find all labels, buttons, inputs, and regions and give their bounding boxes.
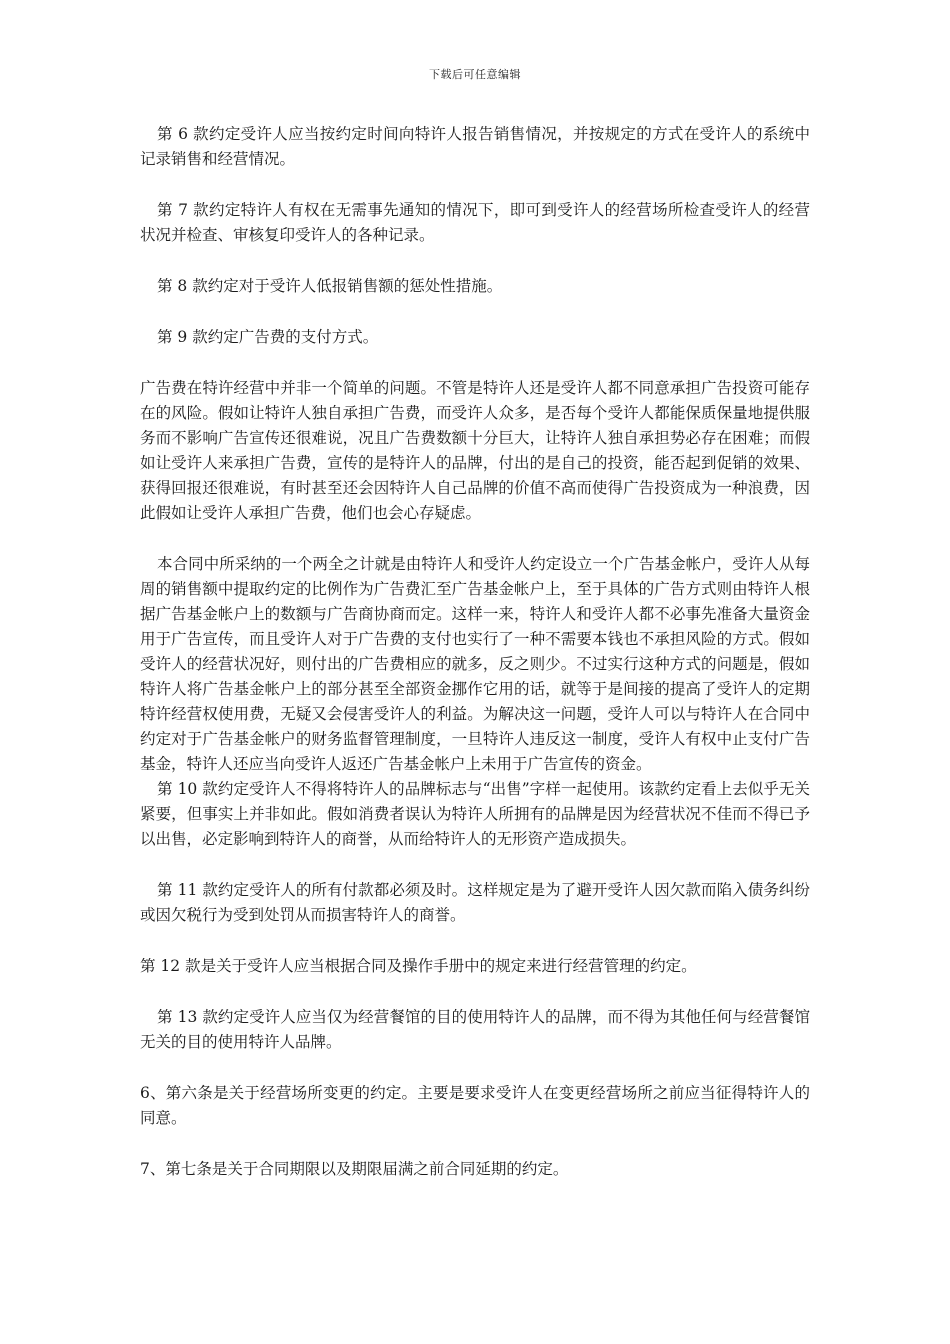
paragraph-clause-12: 第 12 款是关于受许人应当根据合同及操作手册中的规定来进行经营管理的约定。 xyxy=(140,957,697,975)
document-body xyxy=(140,122,810,1208)
paragraph-clause-13: 第 13 款约定受许人应当仅为经营餐馆的目的使用特许人的品牌，而不得为其他任何与经营餐馆 无关的目的使用特许人品牌。 xyxy=(140,1008,810,1051)
paragraph-clause-7: 第 7 款约定特许人有权在无需事先通知的情况下，即可到受许人的经营场所检查受许人的经营状况并检查、审核复印受许人的各种记录。 xyxy=(140,201,810,244)
paragraph-clause-9: 第 9 款约定广告费的支付方式。 xyxy=(157,328,379,346)
paragraph-article-6: 6、第六条是关于经营场所变更的约定。主要是要求受许人在变更经营场所之前应当征得特许人的同意。 xyxy=(140,1084,810,1127)
paragraph-advertising-fund: 本合同中所采纳的一个两全之计就是由特许人和受许人约定设立一个广告基金帐户，受许人从每周的销售额中提取约定的比例作为广告费汇至广告基金帐户上，至于具体的广告方式则由特许人根据广告基金帐户上的数额与广告商协商而定。这样一来，特许人和受许人都不必事先准备大量资金用于广告宣传，而且受许人对于广告费的支付也实行了一种不需要本钱也不承担风险的方式。假如受许人的经营状况好，则付出的广告费相应的就多，反之则少。不过实行这种方式的问题是，假如特许人将广告基金帐户上的部分甚至全部资金挪作它用的话，就等于是间接的提高了受许人的定期特许经营权使用费，无疑又会侵害受许人的利益。为解决这一问题，受许人可以与特许人在合同中约定对于广告基金帐户的财务监督管理制度，一旦特许人违反这一制度，受许人有权中止支付广告基金，特许人还应当向受许人返还广告基金帐户上未用于广告宣传的资金。 xyxy=(140,555,810,773)
paragraph-clause-11: 第 11 款约定受许人的所有付款都必须及时。这样规定是为了避开受许人因欠款而陷入债务纠纷或因欠税行为受到处罚从而损害特许人的商誉。 xyxy=(140,881,810,924)
paragraph-article-7: 7、第七条是关于合同期限以及期限届满之前合同延期的约定。 xyxy=(140,1160,569,1178)
paragraph-clause-6: 第 6 款约定受许人应当按约定时间向特许人报告销售情况，并按规定的方式在受许人的系统中记录销售和经营情况。 xyxy=(140,125,810,168)
paragraph-clause-8: 第 8 款约定对于受许人低报销售额的惩处性措施。 xyxy=(157,277,503,295)
page-header: 下载后可任意编辑 xyxy=(429,68,521,81)
paragraph-advertising-issue: 广告费在特许经营中并非一个简单的问题。不管是特许人还是受许人都不同意承担广告投资可能存在的风险。假如让特许人独自承担广告费，而受许人众多，是否每个受许人都能保质保量地提供服务而不影响广告宣传还很难说，况且广告费数额十分巨大，让特许人独自承担势必存在困难；而假如让受许人来承担广告费，宣传的是特许人的品牌，付出的是自己的投资，能否起到促销的效果、获得回报还很难说，有时甚至还会因特许人自己品牌的价值不高而使得广告投资成为一种浪费，因此假如让受许人承担广告费，他们也会心存疑虑。 xyxy=(140,379,810,522)
paragraph-clause-10: 第 10 款约定受许人不得将特许人的品牌标志与“出售”字样一起使用。该款约定看上去似乎无关紧要，但事实上并非如此。假如消费者误认为特许人所拥有的品牌是因为经营状况不佳而不得已予以出售，必定影响到特许人的商誉，从而给特许人的无形资产造成损失。 xyxy=(140,780,810,848)
